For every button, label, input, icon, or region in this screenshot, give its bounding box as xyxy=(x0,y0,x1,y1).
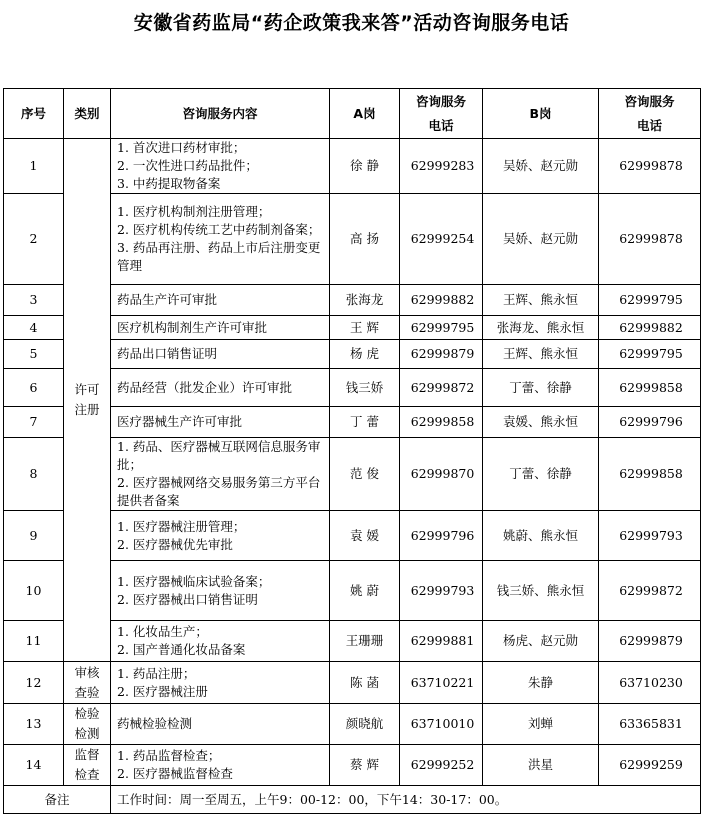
content-line: 2. 医疗机构传统工艺中药制剂备案； xyxy=(117,222,321,237)
header-a-post: A岗 xyxy=(330,89,400,139)
row-a-post: 王珊珊 xyxy=(330,621,400,662)
content-line: 2. 医疗器械优先审批 xyxy=(117,536,233,552)
header-content: 咨询服务内容 xyxy=(111,89,330,139)
row-b-post: 杨虎、赵元勋 xyxy=(483,621,599,662)
header-b-phone-text: 咨询服务电话 xyxy=(624,93,675,133)
row-b-post: 丁蕾、徐静 xyxy=(483,438,599,511)
row-seq: 9 xyxy=(4,511,64,561)
content-line: 2. 医疗器械注册 xyxy=(117,683,208,699)
content-line: 2. 医疗器械出口销售证明 xyxy=(117,591,258,607)
header-seq: 序号 xyxy=(4,89,64,139)
row-content xyxy=(111,369,330,407)
row-a-post: 蔡 辉 xyxy=(330,745,400,786)
row-b-post: 刘蝉 xyxy=(483,704,599,745)
content-line: 1. 药品监督检查； xyxy=(117,748,221,763)
row-a-post: 颜晓航 xyxy=(330,704,400,745)
row-content xyxy=(111,745,330,786)
table-row xyxy=(4,139,701,194)
row-a-post: 陈 菡 xyxy=(330,662,400,704)
row-a-post: 钱三娇 xyxy=(330,369,400,407)
row-seq: 2 xyxy=(4,194,64,285)
content-line: 药械检验检测 xyxy=(117,716,193,731)
row-content xyxy=(111,704,330,745)
row-a-post: 王 辉 xyxy=(330,316,400,340)
content-line: 药品出口销售证明 xyxy=(117,346,218,361)
row-b-post: 丁蕾、徐静 xyxy=(483,369,599,407)
row-a-phone: 62999879 xyxy=(400,340,483,369)
row-content xyxy=(111,438,330,511)
row-b-post: 洪星 xyxy=(483,745,599,786)
content-line: 1. 医疗器械注册管理； xyxy=(117,518,246,534)
row-b-phone: 62999796 xyxy=(599,407,701,438)
row-content xyxy=(111,511,330,561)
header-b-post: B岗 xyxy=(483,89,599,139)
row-seq: 3 xyxy=(4,285,64,316)
row-seq: 8 xyxy=(4,438,64,511)
row-a-phone: 62999252 xyxy=(400,745,483,786)
row-category: 检验检测 xyxy=(64,704,111,745)
row-a-phone: 63710010 xyxy=(400,704,483,745)
header-row xyxy=(4,89,701,139)
row-a-phone: 62999870 xyxy=(400,438,483,511)
row-content xyxy=(111,139,330,194)
row-b-phone: 62999259 xyxy=(599,745,701,786)
header-a-phone-text: 咨询服务电话 xyxy=(415,93,466,133)
row-content xyxy=(111,194,330,285)
content-line: 1. 首次进口药材审批； xyxy=(117,140,246,155)
row-b-phone: 62999793 xyxy=(599,511,701,561)
row-a-phone: 62999793 xyxy=(400,561,483,621)
row-b-post: 钱三娇、熊永恒 xyxy=(483,561,599,621)
row-content xyxy=(111,561,330,621)
row-a-phone: 62999872 xyxy=(400,369,483,407)
content-line: 3. 药品再注册、药品上市后注册变更管理 xyxy=(117,240,321,273)
content-line: 医疗器械生产许可审批 xyxy=(117,414,243,429)
table-row xyxy=(4,704,701,745)
row-category: 监督检查 xyxy=(64,745,111,786)
row-content xyxy=(111,316,330,340)
row-a-phone: 62999796 xyxy=(400,511,483,561)
row-seq: 4 xyxy=(4,316,64,340)
row-b-phone: 62999795 xyxy=(599,340,701,369)
header-a-phone xyxy=(400,89,483,139)
row-category: 许可注册 xyxy=(64,139,111,662)
row-a-phone: 63710221 xyxy=(400,662,483,704)
note-text: 工作时间：周一至周五，上午9：00-12：00，下午14：30-17：00。 xyxy=(111,786,701,814)
row-category: 审核查验 xyxy=(64,662,111,704)
row-b-phone: 62999858 xyxy=(599,369,701,407)
row-seq: 6 xyxy=(4,369,64,407)
row-a-post: 袁 媛 xyxy=(330,511,400,561)
row-a-post: 徐 静 xyxy=(330,139,400,194)
row-a-post: 高 扬 xyxy=(330,194,400,285)
content-line: 2. 国产普通化妆品备案 xyxy=(117,642,246,657)
row-b-phone: 62999872 xyxy=(599,561,701,621)
content-line: 药品生产许可审批 xyxy=(117,292,218,307)
row-a-phone: 62999858 xyxy=(400,407,483,438)
row-b-phone: 62999878 xyxy=(599,194,701,285)
row-b-post: 王辉、熊永恒 xyxy=(483,340,599,369)
row-content xyxy=(111,621,330,662)
row-b-post: 张海龙、熊永恒 xyxy=(483,316,599,340)
content-line: 1. 医疗器械临床试验备案； xyxy=(117,573,271,589)
row-seq: 12 xyxy=(4,662,64,704)
row-b-phone: 62999879 xyxy=(599,621,701,662)
row-b-phone: 62999795 xyxy=(599,285,701,316)
table-row xyxy=(4,745,701,786)
row-content xyxy=(111,285,330,316)
row-b-phone: 62999878 xyxy=(599,139,701,194)
content-line: 2. 医疗器械监督检查 xyxy=(117,766,233,781)
row-content xyxy=(111,662,330,704)
row-b-phone: 63365831 xyxy=(599,704,701,745)
row-seq: 7 xyxy=(4,407,64,438)
row-seq: 14 xyxy=(4,745,64,786)
row-b-post: 吴娇、赵元勋 xyxy=(483,139,599,194)
row-seq: 5 xyxy=(4,340,64,369)
row-a-post: 范 俊 xyxy=(330,438,400,511)
row-content xyxy=(111,407,330,438)
row-b-post: 朱静 xyxy=(483,662,599,704)
content-line: 1. 药品注册； xyxy=(117,665,196,681)
row-b-post: 姚蔚、熊永恒 xyxy=(483,511,599,561)
row-seq: 13 xyxy=(4,704,64,745)
page-title: 安徽省药监局“药企政策我来答”活动咨询服务电话 xyxy=(133,12,570,34)
row-seq: 1 xyxy=(4,139,64,194)
row-b-post: 王辉、熊永恒 xyxy=(483,285,599,316)
content-line: 1. 药品、医疗器械互联网信息服务审批； xyxy=(117,439,321,472)
row-b-phone: 63710230 xyxy=(599,662,701,704)
content-line: 1. 医疗机构制剂注册管理； xyxy=(117,204,271,219)
row-content xyxy=(111,340,330,369)
row-seq: 10 xyxy=(4,561,64,621)
row-a-phone: 62999795 xyxy=(400,316,483,340)
content-line: 3. 中药提取物备案 xyxy=(117,176,221,191)
note-row xyxy=(4,786,701,814)
row-b-post: 吴娇、赵元勋 xyxy=(483,194,599,285)
row-a-post: 姚 蔚 xyxy=(330,561,400,621)
row-a-phone: 62999882 xyxy=(400,285,483,316)
row-b-phone: 62999882 xyxy=(599,316,701,340)
consultation-table xyxy=(3,88,701,814)
row-a-post: 杨 虎 xyxy=(330,340,400,369)
row-a-post: 张海龙 xyxy=(330,285,400,316)
row-a-phone: 62999254 xyxy=(400,194,483,285)
content-line: 药品经营（批发企业）许可审批 xyxy=(117,379,293,395)
content-line: 医疗机构制剂生产许可审批 xyxy=(117,319,268,335)
row-b-post: 袁媛、熊永恒 xyxy=(483,407,599,438)
header-category: 类别 xyxy=(64,89,111,139)
content-line: 2. 一次性进口药品批件； xyxy=(117,158,258,173)
content-line: 2. 医疗器械网络交易服务第三方平台提供者备案 xyxy=(117,475,321,508)
row-seq: 11 xyxy=(4,621,64,662)
row-a-phone: 62999881 xyxy=(400,621,483,662)
row-b-phone: 62999858 xyxy=(599,438,701,511)
note-label: 备注 xyxy=(4,786,111,814)
row-a-post: 丁 蕾 xyxy=(330,407,400,438)
row-a-phone: 62999283 xyxy=(400,139,483,194)
content-line: 1. 化妆品生产； xyxy=(117,624,208,639)
header-b-phone xyxy=(599,89,701,139)
table-row xyxy=(4,662,701,704)
